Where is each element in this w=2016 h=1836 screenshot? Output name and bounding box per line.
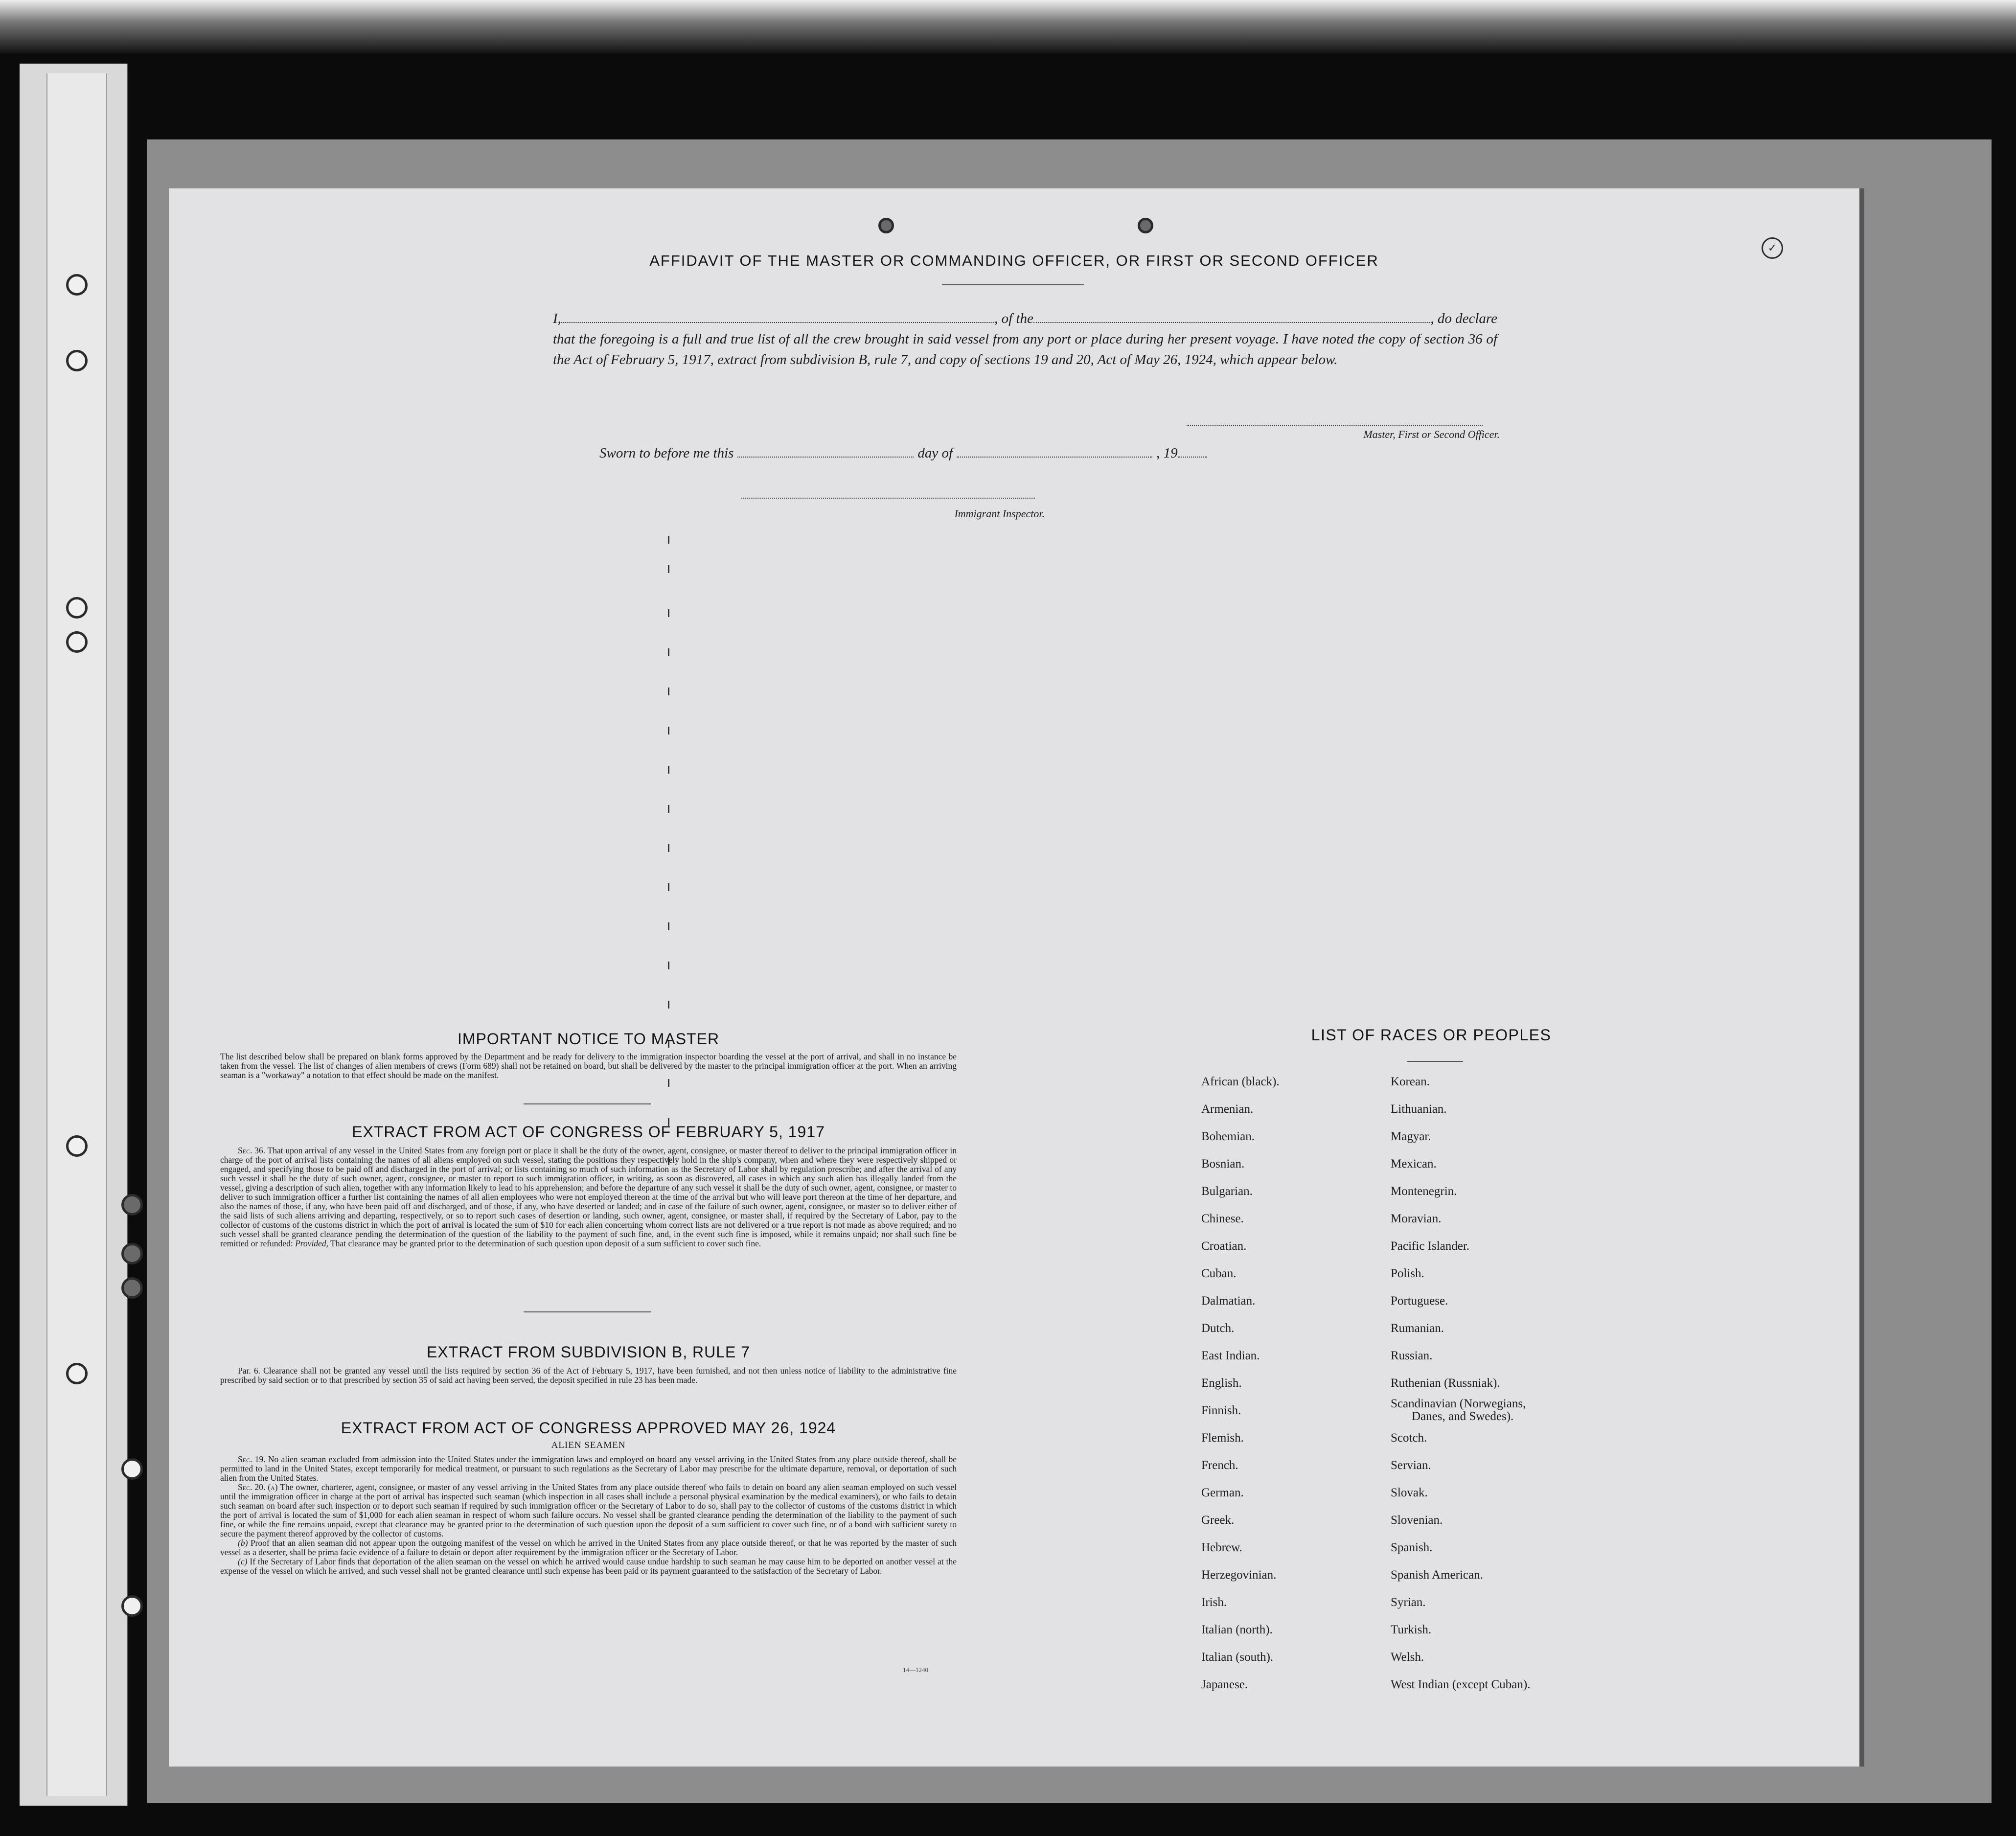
race-item: Chinese. <box>1201 1212 1244 1225</box>
column-tick <box>668 1001 669 1009</box>
race-item: Herzegovinian. <box>1201 1568 1277 1582</box>
master-signature-label: Master, First or Second Officer. <box>1363 428 1500 440</box>
binder-hole <box>121 1595 143 1617</box>
binder-hole <box>121 1243 143 1264</box>
race-item: Scandinavian (Norwegians, <box>1391 1397 1526 1410</box>
binder-hole <box>121 1277 143 1299</box>
races-title: LIST OF RACES OR PEOPLES <box>1311 1026 1552 1044</box>
section-rule <box>524 1311 651 1312</box>
race-item: English. <box>1201 1377 1242 1390</box>
race-item: Polish. <box>1391 1267 1424 1280</box>
race-item: Magyar. <box>1391 1130 1431 1143</box>
extract-1924-section <box>220 1419 957 1576</box>
sworn-line <box>599 445 1236 461</box>
sworn-day-of: day of <box>917 445 953 461</box>
binder-hole <box>121 1458 143 1480</box>
race-item: Italian (north). <box>1201 1623 1273 1636</box>
race-item: Slovak. <box>1391 1486 1428 1499</box>
race-item: Servian. <box>1391 1459 1431 1472</box>
race-item: Cuban. <box>1201 1267 1237 1280</box>
race-item: Bosnian. <box>1201 1157 1245 1170</box>
sec20-label: Sec. 20. (a) <box>238 1482 278 1492</box>
scan-top-edge <box>0 0 2016 54</box>
sec20b-text: Proof that an alien seaman did not appear upon the outgoing manifest of the vessel on which he arrived in the United States from any place outside thereof, or that he was reported by the master of such vessel as a deserter, shall be prima facie evidence of a failure to detain or deport after requirement by the immigration officer or the Secretary of Labor. <box>220 1538 957 1557</box>
race-item-continuation: Danes, and Swedes). <box>1412 1410 1514 1423</box>
sec20c-label: (c) <box>238 1557 248 1566</box>
column-tick <box>668 536 669 544</box>
race-item: Syrian. <box>1391 1596 1426 1609</box>
affidavit-body: that the foregoing is a full and true list of all the crew brought in said vessel from any port or place during her present voyage. I have noted the copy of section 36 of the Act of February 5, 1917, extract from subdivision B, rule 7, and copy of sections 19 and 20, Act of May 26, 1924, which appear below. <box>553 331 1497 367</box>
race-item: Turkish. <box>1391 1623 1432 1636</box>
race-item: Welsh. <box>1391 1651 1424 1664</box>
column-tick <box>668 688 669 695</box>
column-tick <box>668 922 669 930</box>
inspector-signature-line[interactable] <box>741 497 1035 499</box>
sec20b-paragraph <box>220 1538 957 1557</box>
notice-title: IMPORTANT NOTICE TO MASTER <box>457 1030 720 1048</box>
pencil-mark-icon: ✓ <box>1762 237 1783 259</box>
race-item: Irish. <box>1201 1596 1227 1609</box>
extract-1917-body <box>220 1146 957 1248</box>
race-item: Russian. <box>1391 1349 1433 1362</box>
race-item: Italian (south). <box>1201 1651 1274 1664</box>
extract-1917-section <box>220 1123 957 1248</box>
sec36-text-end: That clearance may be granted prior to the determination of such question upon deposit of a sum sufficient to cover such fine. <box>330 1239 761 1248</box>
column-tick <box>668 805 669 813</box>
column-tick <box>668 883 669 891</box>
race-item: Scotch. <box>1391 1431 1427 1445</box>
affidavit-statement <box>553 308 1497 370</box>
sec36-text: That upon arrival of any vessel in the United States from any foreign port or place it shall be the duty of the owner, agent, consignee, or master thereof to deliver to the principal immigration officer in charge of the port of arrival lists containing the names of all aliens employed on such vessel, stating the positions they respectively hold in the ship's company, when and where they were respectively shipped or engaged, and specifying those to be paid off and discharged in the port of arrival; or lists containing so much of such information as the Secretary of Labor shall by regulation prescribe; and after the arrival of any such vessel it shall be the duty of such owner, agent, consignee, or master to report to such immigration officer, in writing, as soon as discovered, all cases in which any such alien has illegally landed from the vessel, giving a description of such alien, together with any information likely to lead to his apprehension; and before the departure of any such vessel it shall be the duty of such owner, agent, consignee, or master to deliver to such immigration officer a further list containing the names of all alien employees who were not employed thereon at the time of the arrival but who will leave port thereon at the time of her departure, and also the names of those, if any, who have been paid off and discharged, and of those, if any, who have deserted or landed; and in case of the failure of such owner, agent, consignee, or master so to deliver either of the said lists of such aliens arriving and departing, respectively, or so to report such cases of desertion or landing, such owner, agent, consignee, or master shall, if required by the Secretary of Labor, pay to the collector of customs of the customs district in which the port of arrival is located the sum of $10 for each alien concerning whom correct lists are not delivered or a true report is not made as above required; and no such vessel shall be granted clearance pending the determination of the question of the liability to the payment of such fine, and, in the event such fine is imposed, while it remains unpaid; nor shall such fine be remitted or refunded: <box>220 1146 957 1248</box>
column-tick <box>668 766 669 774</box>
sworn-year-field[interactable] <box>1178 447 1207 458</box>
race-item: French. <box>1201 1459 1238 1472</box>
race-item: Bulgarian. <box>1201 1185 1253 1198</box>
binder-hole <box>66 597 88 619</box>
column-tick <box>668 648 669 656</box>
affidavit-line1 <box>553 308 1497 329</box>
column-tick <box>668 1079 669 1087</box>
extract-1917-title: EXTRACT FROM ACT OF CONGRESS OF FEBRUARY 5, 1917 <box>352 1123 825 1141</box>
sec19-paragraph <box>220 1455 957 1483</box>
race-item: Korean. <box>1391 1075 1430 1088</box>
provided-label: Provided, <box>295 1239 328 1248</box>
column-tick <box>668 962 669 969</box>
inspector-label: Immigrant Inspector. <box>954 507 1045 520</box>
race-item: Rumanian. <box>1391 1322 1444 1335</box>
sec20c-text: If the Secretary of Labor finds that deportation of the alien seaman on the vessel on which he arrived would cause undue hardship to such seaman he may cause him to be deported on another vessel at the expense of the vessel on which he arrived, and such vessel shall not be granted clearance until such expense has been paid or its payment guaranteed to the satisfaction of the Secretary of Labor. <box>220 1557 957 1576</box>
extract-rule7-section <box>220 1343 957 1385</box>
binder-hole <box>66 631 88 653</box>
column-tick <box>668 565 669 573</box>
binder-hole <box>66 350 88 371</box>
sec20a-text: The owner, charterer, agent, consignee, or master of any vessel arriving in the United States from any place outside thereof who fails to detain on board any alien seaman employed on such vessel until the immigration officer in charge at the port of arrival has inspected such seaman (which inspection in all cases shall include a personal physical examination by the medical examiners), or who fails to detain such seaman on board after such inspection or to deport such seaman if required by such immigration officer or the Secretary of Labor to do so, shall pay to the collector of customs of the customs district in which the port of arrival is located the sum of $1,000 for each alien seaman in respect of whom such failure occurs. No vessel shall be granted clearance pending the determination of the liability to the payment of such fine, or while the fine remains unpaid, except that clearance may be granted prior to the determination of such question upon the deposit of a sum sufficient to cover such fine, or of a bond with sufficient surety to secure the payment thereof approved by the collector of customs. <box>220 1482 957 1538</box>
column-tick <box>668 844 669 852</box>
master-name-field[interactable] <box>561 312 994 323</box>
title-rule <box>942 284 1084 285</box>
race-item: Armenian. <box>1201 1102 1254 1116</box>
extract-rule7-title: EXTRACT FROM SUBDIVISION B, RULE 7 <box>426 1343 751 1361</box>
race-item: East Indian. <box>1201 1349 1260 1362</box>
race-item: Greek. <box>1201 1514 1235 1527</box>
binder-hole <box>121 1194 143 1216</box>
race-item: Dalmatian. <box>1201 1294 1256 1308</box>
race-item: Finnish. <box>1201 1404 1241 1417</box>
sec36-label: Sec. 36. <box>238 1146 266 1155</box>
race-item: Flemish. <box>1201 1431 1244 1445</box>
race-item: Japanese. <box>1201 1678 1248 1691</box>
sworn-month-field[interactable] <box>957 447 1152 458</box>
extract-1924-title: EXTRACT FROM ACT OF CONGRESS APPROVED MAY 26, 1924 <box>341 1419 836 1437</box>
punch-hole <box>878 218 894 233</box>
punch-hole <box>1138 218 1153 233</box>
race-item: Ruthenian (Russniak). <box>1391 1377 1500 1390</box>
notice-body: The list described below shall be prepared on blank forms approved by the Department and be ready for delivery to the immigration inspector boarding the vessel at the port of arrival, and shall in no instance be taken from the vessel. The list of changes of alien members of crews (Form 689) shall not be retained on board, but shall be delivered by the master to the principal immigration officer at the port. When an arriving seaman is a "workaway" a notation to that effect should be made on the manifest. <box>220 1052 957 1080</box>
binder-hole <box>66 274 88 296</box>
race-item: West Indian (except Cuban). <box>1391 1678 1531 1691</box>
column-tick <box>668 727 669 734</box>
sec19-label: Sec. 19. <box>238 1454 266 1464</box>
column-tick <box>668 609 669 617</box>
form-number: 14—1240 <box>903 1666 928 1674</box>
alien-seamen-subtitle: ALIEN SEAMEN <box>551 1440 626 1450</box>
affidavit-of-the-label: , of the <box>994 311 1033 326</box>
race-item: Moravian. <box>1391 1212 1442 1225</box>
sworn-day-field[interactable] <box>737 447 914 458</box>
sec20b-label: (b) <box>238 1538 248 1548</box>
race-item: Portuguese. <box>1391 1294 1448 1308</box>
sec19-text: No alien seaman excluded from admission into the United States under the immigration laws and employed on board any vessel arriving in the United States from any place outside thereof, shall be permitted to land in the United States, except temporarily for medical treatment, or pursuant to such regulations as the Secretary of Labor may prescribe for the ultimate departure, removal, or deportation of such alien from the United States. <box>220 1454 957 1483</box>
race-item: Bohemian. <box>1201 1130 1255 1143</box>
race-item: German. <box>1201 1486 1244 1499</box>
affidavit-declare-label: , do declare <box>1430 311 1497 326</box>
notice-section <box>220 1030 957 1080</box>
form-page <box>169 188 1864 1767</box>
race-item: Hebrew. <box>1201 1541 1242 1554</box>
extract-rule7-body: Par. 6. Clearance shall not be granted any vessel until the lists required by section 36 of the Act of February 5, 1917, have been furnished, and not then unless notice of liability to the administrative fine prescribed by said section or to that prescribed by section 35 of said act having been served, the deposit specified in rule 23 has been made. <box>220 1366 957 1385</box>
sworn-year: , 19 <box>1156 445 1178 461</box>
race-item: Lithuanian. <box>1391 1102 1447 1116</box>
races-title-rule <box>1407 1061 1463 1062</box>
race-item: African (black). <box>1201 1075 1280 1088</box>
race-item: Pacific Islander. <box>1391 1239 1470 1253</box>
binder-hole <box>66 1135 88 1157</box>
race-item: Spanish American. <box>1391 1568 1483 1582</box>
race-item: Dutch. <box>1201 1322 1235 1335</box>
left-binding-strip-inner <box>46 73 107 1796</box>
race-item: Croatian. <box>1201 1239 1247 1253</box>
affidavit-i-label: I, <box>553 311 561 326</box>
race-item: Montenegrin. <box>1391 1185 1457 1198</box>
vessel-name-field[interactable] <box>1033 312 1430 323</box>
section-rule <box>524 1103 651 1104</box>
race-item: Mexican. <box>1391 1157 1437 1170</box>
affidavit-title: AFFIDAVIT OF THE MASTER OR COMMANDING OFFICER, OR FIRST OR SECOND OFFICER <box>649 252 1379 269</box>
master-signature-line[interactable] <box>1187 424 1483 426</box>
sworn-prefix: Sworn to before me this <box>599 445 734 461</box>
binder-hole <box>66 1363 88 1384</box>
race-item: Spanish. <box>1391 1541 1433 1554</box>
race-item: Slovenian. <box>1391 1514 1443 1527</box>
sec20a-paragraph <box>220 1483 957 1538</box>
sec20c-paragraph <box>220 1557 957 1576</box>
